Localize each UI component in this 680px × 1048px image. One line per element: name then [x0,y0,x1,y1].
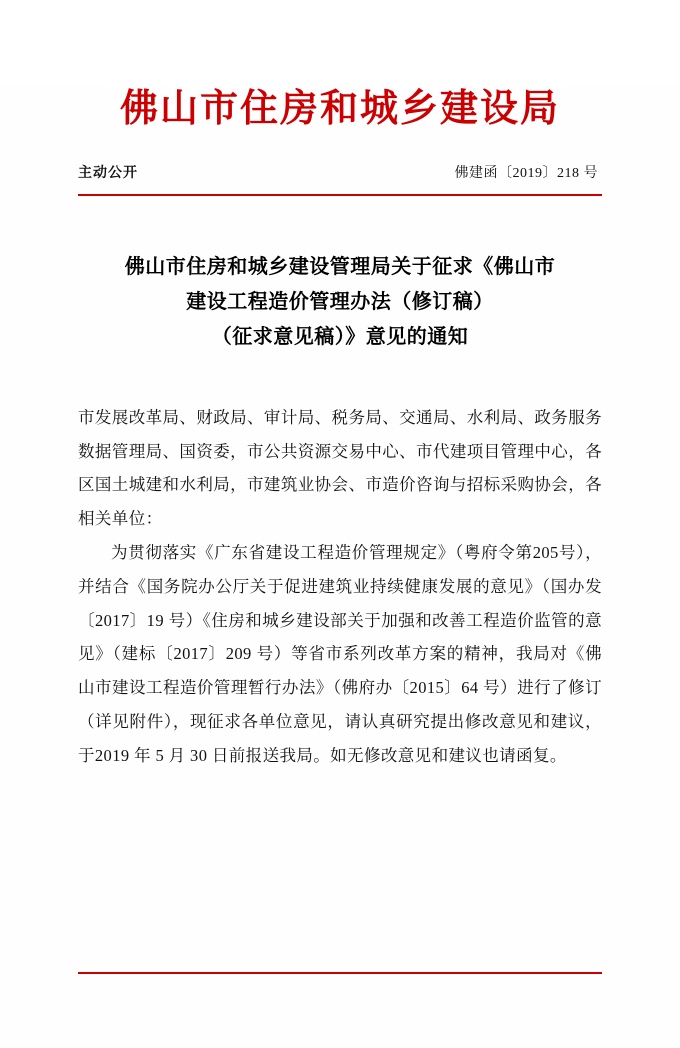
header-red-divider [78,194,602,196]
footer-red-divider [78,972,602,974]
body-paragraph-1: 为贯彻落实《广东省建设工程造价管理规定》（粤府令第205号），并结合《国务院办公厅关于促进建筑业持续健康发展的意见》（国办发〔2017〕19 号）《住房和城乡建设部关于加强和改善工程造价监管的意见》（建标〔2017〕209 号）等省市系列改革方案的精神，我局对《佛山市建设工程造价管理暂行办法》（佛府办〔2015〕64 号）进行了修订（详见附件），现征求各单位意见，请认真研究提出修改意见和建议，于2019 年 5 月 30 日前报送我局。如无修改意见和建议也请函复。 [78,542,602,765]
document-number: 佛建函〔2019〕218 号 [454,165,598,181]
document-meta-row [78,162,602,182]
issuing-authority-title: 佛山市住房和城乡建设局 [119,85,560,130]
disclosure-type-label: 主动公开 [78,165,138,181]
masthead [78,86,602,130]
document-page [0,86,680,1048]
document-body [78,401,602,773]
document-title-line-1: 佛山市住房和城乡建设管理局关于征求《佛山市 [124,255,556,278]
recipients-paragraph: 市发展改革局、财政局、审计局、税务局、交通局、水利局、政务服务数据管理局、国资委，市公共资源交易中心、市代建项目管理中心，各区国土城建和水利局，市建筑业协会、市造价咨询与招标采购协会，各相关单位： [78,407,602,529]
document-title-line-3: （征求意见稿）》意见的通知 [211,325,469,348]
document-title-line-2: 建设工程造价管理办法（修订稿） [186,290,494,313]
document-title [78,250,602,355]
